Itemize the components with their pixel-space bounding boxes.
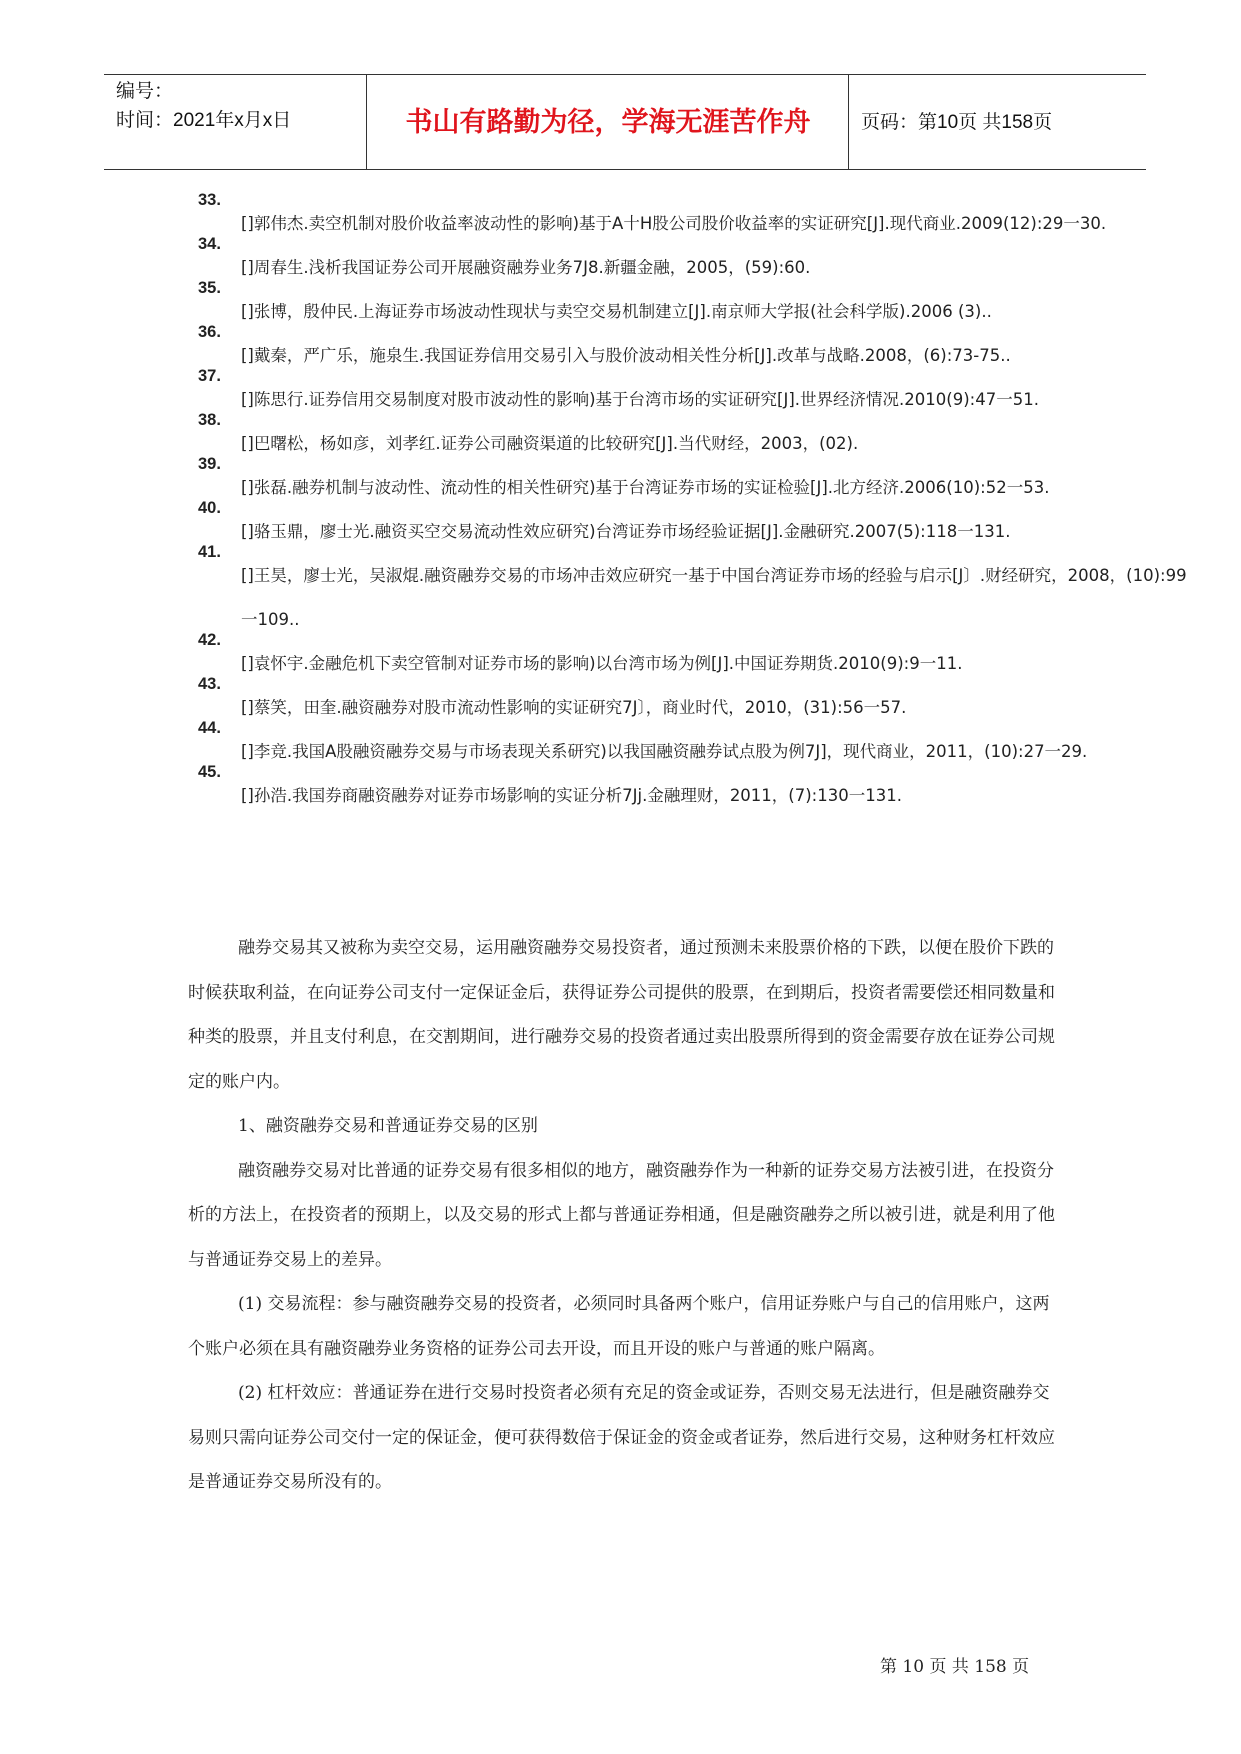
reference-text: []张博，殷仲民.上海证券市场波动性现状与卖空交易机制建立[J].南京师大学报(社会科学版).2006 (3).. xyxy=(241,302,992,321)
reference-item xyxy=(198,411,1188,466)
header-motto: 书山有路勤为径，学海无涯苦作舟 xyxy=(405,107,811,138)
section-heading: 1、融资融券交易和普通证券交易的区别 xyxy=(238,1116,538,1136)
reference-text: []蔡笑，田奎.融资融券对股市流动性影响的实证研究7J〕，商业时代，2010，(31):56一57. xyxy=(241,698,907,717)
reference-item xyxy=(198,675,1188,730)
reference-item xyxy=(198,191,1188,246)
reference-item xyxy=(198,279,1188,334)
reference-text: []陈思行.证券信用交易制度对股市波动性的影响)基于台湾市场的实证研究[J].世界经济情况.2010(9):47一51. xyxy=(241,390,1039,409)
reference-text: []周春生.浅析我国证券公司开展融资融券业务7J8.新疆金融，2005，(59):60. xyxy=(241,258,811,277)
reference-text: []李竞.我国A股融资融券交易与市场表现关系研究)以我国融资融券试点股为例7J]，现代商业，2011，(10):27一29. xyxy=(241,742,1088,761)
header-divider xyxy=(848,75,849,169)
reference-text: []巴曙松，杨如彦，刘孝红.证券公司融资渠道的比较研究[J].当代财经，2003，(02). xyxy=(241,434,859,453)
reference-text: []骆玉鼎，廖士光.融资买空交易流动性效应研究)台湾证券市场经验证据[J].金融研究.2007(5):118一131. xyxy=(241,522,1011,541)
reference-text: []王昊，廖士光，吴淑焜.融资融券交易的市场冲击效应研究一基于中国台湾证券市场的经验与启示[J〕.财经研究，2008，(10):99一109.. xyxy=(241,566,1187,629)
reference-item xyxy=(198,543,1188,642)
header-page-info: 页码：第10页 共158页 xyxy=(861,112,1053,133)
reference-text: []戴秦，严广乐，施泉生.我国证券信用交易引入与股价波动相关性分析[J].改革与战略.2008，(6):73-75.. xyxy=(241,346,1011,365)
reference-number: 33. xyxy=(198,191,221,209)
reference-number: 42. xyxy=(198,631,221,649)
reference-text: []孙浩.我国券商融资融券对证券市场影响的实证分析7Jj.金融理财，2011，(7):130一131. xyxy=(241,786,902,805)
reference-text: []袁怀宇.金融危机下卖空管制对证券市场的影响)以台湾市场为例[J].中国证券期货.2010(9):9一11. xyxy=(241,654,963,673)
page-footer: 第 10 页 共 158 页 xyxy=(880,1657,1030,1677)
reference-number: 41. xyxy=(198,543,221,561)
reference-item xyxy=(198,235,1188,290)
reference-item xyxy=(198,631,1188,686)
reference-number: 40. xyxy=(198,499,221,517)
reference-item xyxy=(198,367,1188,422)
reference-number: 44. xyxy=(198,719,221,737)
reference-number: 39. xyxy=(198,455,221,473)
header-meta xyxy=(116,77,366,135)
reference-number: 36. xyxy=(198,323,221,341)
reference-number: 37. xyxy=(198,367,221,385)
serial-label: 编号： xyxy=(116,81,174,102)
reference-item xyxy=(198,323,1188,378)
reference-item xyxy=(198,455,1188,510)
paragraph: (1) 交易流程：参与融资融券交易的投资者，必须同时具备两个账户，信用证券账户与自己的信用账户，这两个账户必须在具有融资融券业务资格的证券公司去开设，而且开设的账户与普通的账户隔离。 xyxy=(188,1294,1050,1359)
body-text xyxy=(188,926,1058,1505)
reference-item xyxy=(198,499,1188,554)
reference-number: 34. xyxy=(198,235,221,253)
reference-text: []郭伟杰.卖空机制对股价收益率波动性的影响)基于A十H股公司股价收益率的实证研究[J].现代商业.2009(12):29一30. xyxy=(241,214,1107,233)
reference-number: 43. xyxy=(198,675,221,693)
reference-item xyxy=(198,763,1188,818)
page-header xyxy=(104,74,1146,170)
reference-number: 45. xyxy=(198,763,221,781)
time-label: 时间：2021年x月x日 xyxy=(116,110,292,131)
paragraph: 融券交易其又被称为卖空交易，运用融资融券交易投资者，通过预测未来股票价格的下跌，以便在股价下跌的时候获取利益，在向证券公司支付一定保证金后，获得证券公司提供的股票，在到期后，投资者需要偿还相同数量和种类的股票，并且支付利息，在交割期间，进行融券交易的投资者通过卖出股票所得到的资金需要存放在证券公司规定的账户内。 xyxy=(188,938,1055,1092)
reference-number: 38. xyxy=(198,411,221,429)
reference-text: []张磊.融券机制与波动性、流动性的相关性研究)基于台湾证券市场的实证检验[J].北方经济.2006(10):52一53. xyxy=(241,478,1050,497)
header-divider xyxy=(366,75,367,169)
reference-item xyxy=(198,719,1188,774)
reference-number: 35. xyxy=(198,279,221,297)
paragraph: 融资融券交易对比普通的证券交易有很多相似的地方，融资融券作为一种新的证券交易方法被引进，在投资分析的方法上，在投资者的预期上，以及交易的形式上都与普通证券相通，但是融资融券之所以被引进，就是利用了他与普通证券交易上的差异。 xyxy=(188,1160,1055,1270)
reference-list xyxy=(198,191,1188,818)
paragraph: (2) 杠杆效应：普通证券在进行交易时投资者必须有充足的资金或证券，否则交易无法进行，但是融资融券交易则只需向证券公司交付一定的保证金，便可获得数倍于保证金的资金或者证券，然后进行交易，这种财务杠杆效应是普通证券交易所没有的。 xyxy=(188,1383,1055,1492)
